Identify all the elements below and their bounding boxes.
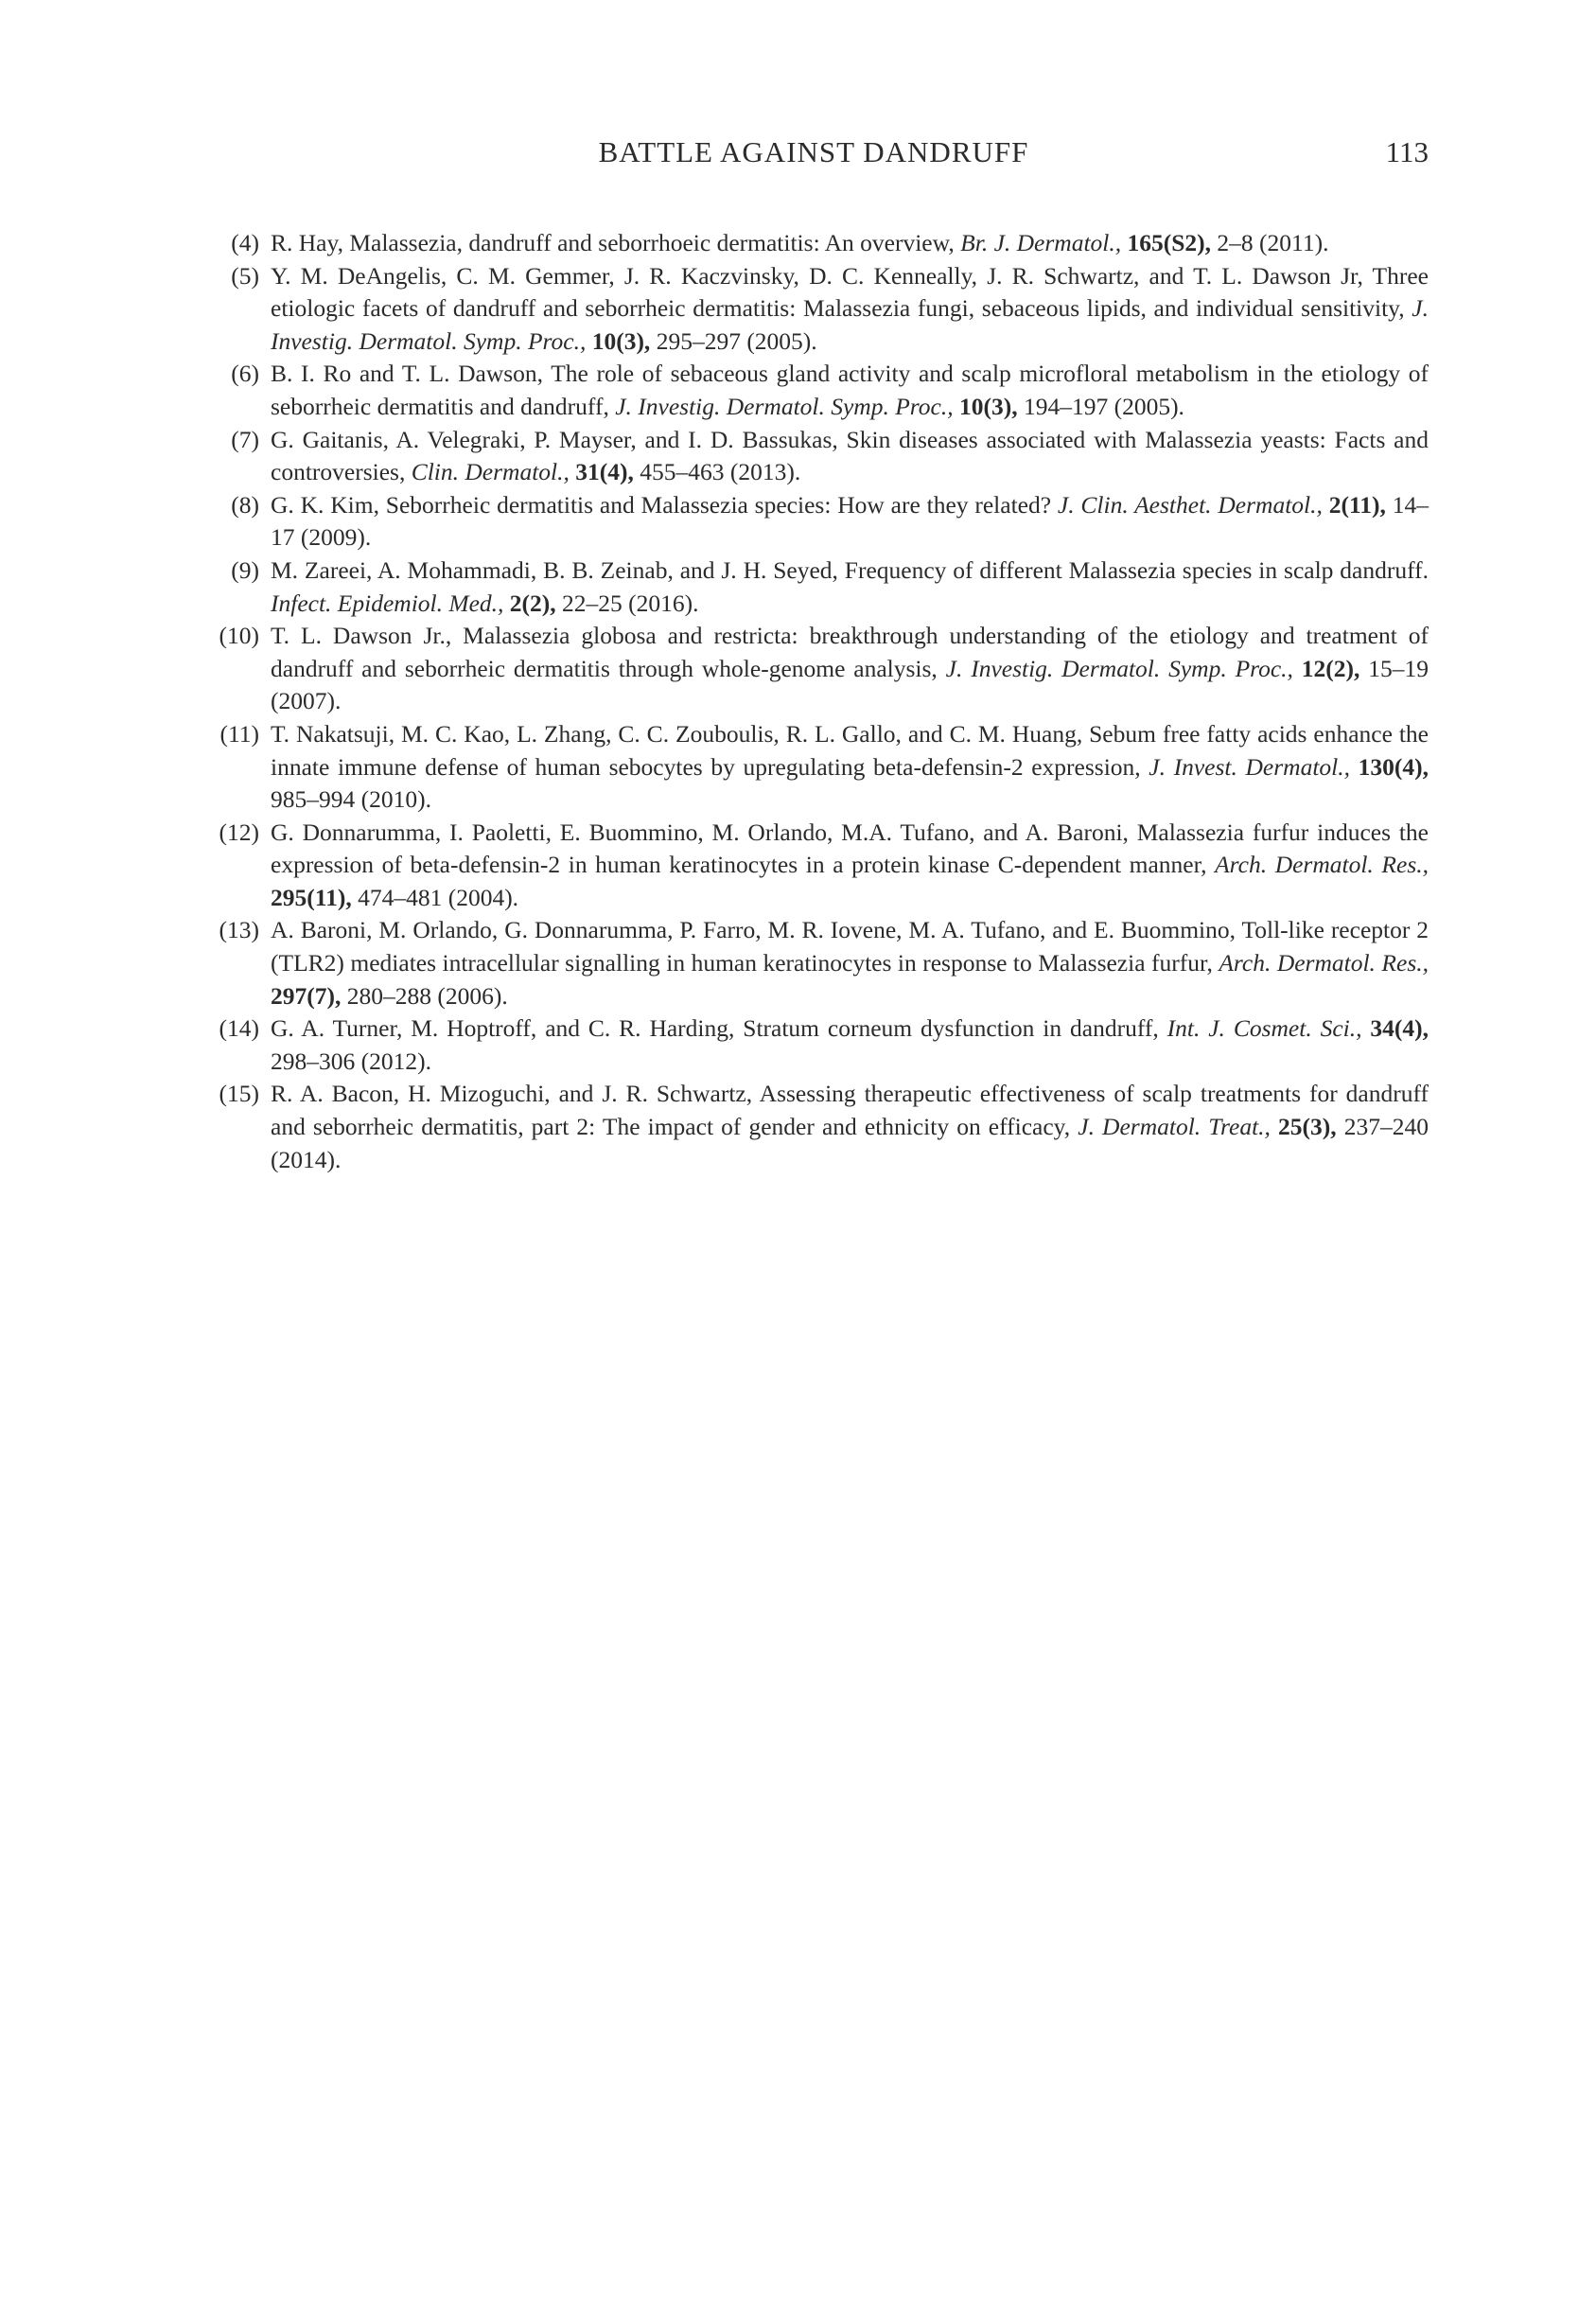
reference-pages: 298–306 (2012).	[271, 1047, 431, 1075]
reference-number: (6)	[231, 360, 259, 388]
reference-authors-title: T. L. Dawson Jr., Malassezia globosa and restricta: breakthrough understanding of the etiology and treatment of dandruff and seborrheic dermatitis through whole-genome analysis,	[271, 622, 1429, 682]
reference-list	[199, 227, 1429, 1176]
reference-text	[271, 620, 1429, 718]
reference-volume: 10(3),	[586, 326, 651, 355]
reference-number: (9)	[231, 555, 259, 584]
reference-number: (5)	[231, 261, 259, 290]
reference-text	[271, 1012, 1429, 1078]
running-title: BATTLE AGAINST DANDRUFF	[598, 135, 1029, 168]
reference-volume: 25(3),	[1270, 1113, 1337, 1141]
reference-text	[271, 718, 1429, 817]
reference-item	[199, 1012, 1429, 1078]
reference-item	[199, 718, 1429, 817]
reference-authors-title: A. Baroni, M. Orlando, G. Donnarumma, P. Farro, M. R. Iovene, M. A. Tufano, and E. Buommino, Toll-like receptor 2 (TLR2) mediates intracellular signalling in human keratinocytes in response to Malassezia furfur,	[271, 916, 1429, 977]
reference-journal: Int. J. Cosmet. Sci.,	[1166, 1014, 1362, 1043]
reference-pages: 985–994 (2010).	[271, 785, 431, 814]
reference-authors-title: G. A. Turner, M. Hoptroff, and C. R. Harding, Stratum corneum dysfunction in dandruff,	[271, 1014, 1167, 1043]
reference-pages: 280–288 (2006).	[341, 981, 508, 1010]
reference-item	[199, 914, 1429, 1012]
page-number: 113	[1385, 135, 1429, 168]
reference-pages: 237–240 (2014).	[271, 1113, 1429, 1173]
reference-volume: 12(2),	[1292, 654, 1360, 682]
reference-text	[271, 817, 1429, 915]
reference-authors-title: G. K. Kim, Seborrheic dermatitis and Malassezia species: How are they related?	[271, 490, 1058, 519]
reference-pages: 194–197 (2005).	[1017, 392, 1184, 420]
reference-volume: 10(3),	[953, 392, 1018, 420]
reference-number: (15)	[219, 1080, 259, 1108]
reference-authors-title: G. Gaitanis, A. Velegraki, P. Mayser, and I. D. Bassukas, Skin diseases associated with Malassezia yeasts: Facts and controversies,	[271, 425, 1429, 486]
reference-item	[199, 554, 1429, 620]
reference-authors-title: Y. M. DeAngelis, C. M. Gemmer, J. R. Kaczvinsky, D. C. Kenneally, J. R. Schwartz, and T. L. Dawson Jr, Three etiologic facets of dandruff and seborrheic dermatitis: Malassezia fungi, sebaceous lipids, and individual sensitivity,	[271, 261, 1429, 323]
reference-authors-title: M. Zareei, A. Mohammadi, B. B. Zeinab, and J. H. Seyed, Frequency of different Malassezia species in scalp dandruff.	[271, 555, 1429, 584]
reference-journal: J. Investig. Dermatol. Symp. Proc.,	[615, 392, 954, 420]
reference-authors-title: B. I. Ro and T. L. Dawson, The role of sebaceous gland activity and scalp microfloral metabolism in the etiology of seborrheic dermatitis and dandruff,	[271, 360, 1429, 420]
reference-journal: J. Investig. Dermatol. Symp. Proc.,	[945, 654, 1293, 682]
reference-text	[271, 358, 1429, 423]
reference-journal: J. Investig. Dermatol. Symp. Proc.,	[271, 294, 1429, 355]
reference-authors-title: T. Nakatsuji, M. C. Kao, L. Zhang, C. C. Zouboulis, R. L. Gallo, and C. M. Huang, Sebum free fatty acids enhance the innate immune defense of human sebocytes by upregulating beta-defensin-2 expression,	[271, 719, 1429, 781]
reference-authors-title: R. A. Bacon, H. Mizoguchi, and J. R. Schwartz, Assessing therapeutic effectiveness of scalp treatments for dandruff and seborrheic dermatitis, part 2: The impact of gender and ethnicity on efficacy,	[271, 1080, 1429, 1141]
reference-number: (7)	[231, 425, 259, 453]
reference-item	[199, 817, 1429, 915]
reference-journal: Arch. Dermatol. Res.,	[1219, 949, 1429, 977]
reference-number: (14)	[219, 1014, 259, 1043]
reference-text	[271, 227, 1429, 260]
reference-item	[199, 227, 1429, 260]
reference-pages: 22–25 (2016).	[555, 589, 699, 617]
reference-pages: 15–19 (2007).	[271, 654, 1429, 715]
reference-item	[199, 1078, 1429, 1176]
reference-pages: 295–297 (2005).	[650, 326, 817, 355]
reference-pages: 2–8 (2011).	[1211, 229, 1329, 256]
reference-item	[199, 424, 1429, 489]
reference-text	[271, 554, 1429, 620]
reference-pages: 455–463 (2013).	[633, 458, 801, 486]
reference-number: (4)	[231, 229, 259, 256]
reference-item	[199, 358, 1429, 423]
reference-volume: 130(4),	[1350, 752, 1429, 781]
reference-journal: Arch. Dermatol. Res.,	[1215, 851, 1429, 879]
reference-volume: 297(7),	[271, 981, 342, 1010]
reference-volume: 34(4),	[1361, 1014, 1429, 1043]
reference-number: (10)	[219, 622, 259, 650]
reference-volume: 2(2),	[503, 589, 556, 617]
reference-journal: Infect. Epidemiol. Med.,	[271, 589, 504, 617]
reference-item	[199, 620, 1429, 718]
reference-journal: Clin. Dermatol.,	[411, 458, 570, 486]
reference-number: (11)	[219, 719, 259, 748]
reference-journal: J. Invest. Dermatol.,	[1149, 752, 1351, 781]
reference-number: (13)	[219, 916, 259, 944]
reference-volume: 295(11),	[271, 883, 352, 911]
reference-volume: 165(S2),	[1121, 229, 1212, 256]
reference-text	[271, 260, 1429, 359]
reference-pages: 14–17 (2009).	[271, 490, 1429, 552]
reference-journal: J. Clin. Aesthet. Dermatol.,	[1057, 490, 1323, 519]
reference-authors-title: R. Hay, Malassezia, dandruff and seborrhoeic dermatitis: An overview,	[271, 229, 961, 256]
reference-number: (8)	[231, 490, 259, 519]
reference-journal: Br. J. Dermatol.,	[960, 229, 1122, 256]
reference-item	[199, 489, 1429, 554]
running-header	[199, 131, 1429, 174]
reference-pages: 474–481 (2004).	[351, 883, 519, 911]
reference-volume: 2(11),	[1322, 490, 1386, 519]
reference-text	[271, 914, 1429, 1012]
reference-text	[271, 424, 1429, 489]
reference-text	[271, 489, 1429, 554]
reference-number: (12)	[219, 818, 259, 846]
reference-journal: J. Dermatol. Treat.,	[1078, 1113, 1271, 1141]
reference-text	[271, 1078, 1429, 1176]
reference-volume: 31(4),	[569, 458, 634, 486]
reference-authors-title: G. Donnarumma, I. Paoletti, E. Buommino, M. Orlando, M.A. Tufano, and A. Baroni, Malassezia furfur induces the expression of beta-defensin-2 in human keratinocytes in a protein kinase C-dependent manner,	[271, 818, 1429, 879]
reference-item	[199, 260, 1429, 359]
